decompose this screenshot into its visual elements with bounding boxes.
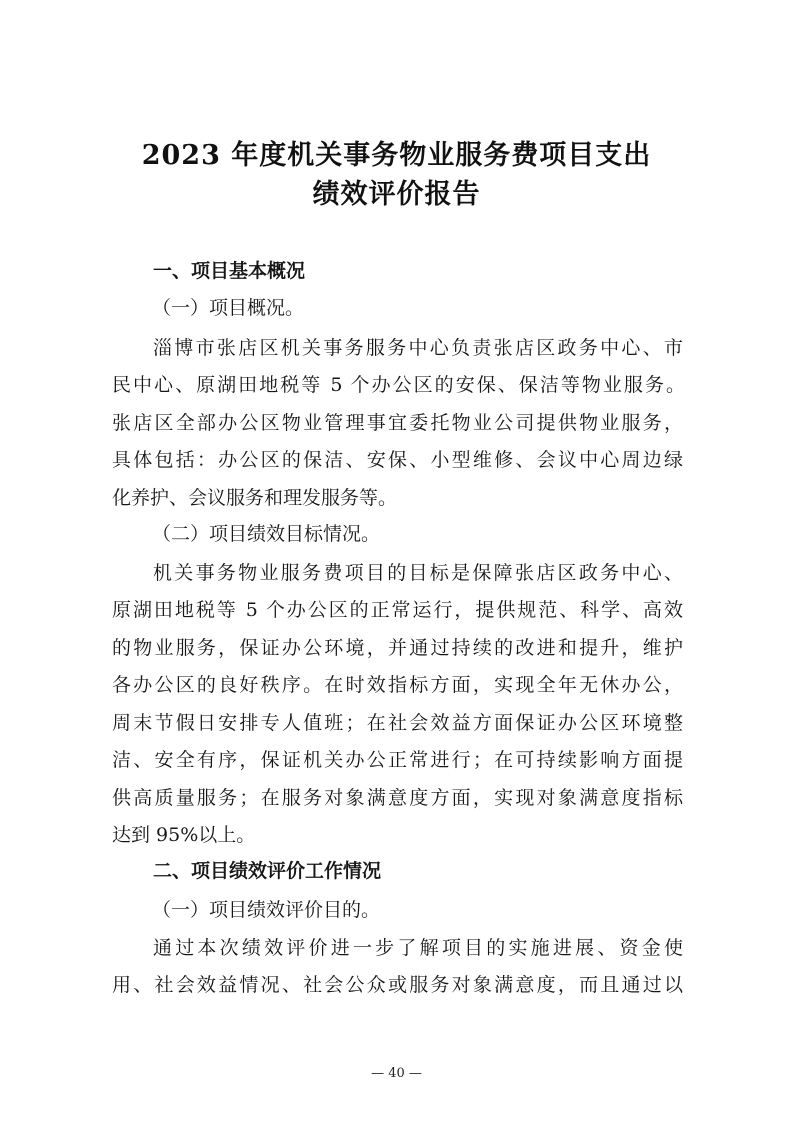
section-heading-2: 二、项目绩效评价工作情况 <box>153 860 382 882</box>
paragraph-line: 淄博市张店区机关事务服务中心负责张店区政务中心、市 <box>153 337 683 359</box>
paragraph-line: 机关事务物业服务费项目的目标是保障张店区政务中心、 <box>153 562 683 584</box>
paragraph-line: 原湖田地税等 5 个办公区的正常运行，提供规范、科学、高效 <box>112 599 683 621</box>
paragraph-line: 具体包括：办公区的保洁、安保、小型维修、会议中心周边绿 <box>112 449 683 471</box>
subsection-heading-2-1: （一）项目绩效评价目的。 <box>152 899 381 921</box>
subsection-heading-1-1: （一）项目概况。 <box>152 297 305 319</box>
paragraph-line: 用、社会效益情况、社会公众或服务对象满意度，而且通过以 <box>112 974 683 996</box>
document-title-line-2: 绩效评价报告 <box>312 179 481 210</box>
paragraph-line: 张店区全部办公区物业管理事宜委托物业公司提供物业服务， <box>112 412 683 434</box>
subsection-heading-1-2: （二）项目绩效目标情况。 <box>152 523 381 545</box>
paragraph-line: 周末节假日安排专人值班；在社会效益方面保证办公区环境整 <box>112 712 683 734</box>
paragraph-line: 洁、安全有序，保证机关办公正常进行；在可持续影响方面提 <box>112 749 683 771</box>
page-number: — 40 — <box>371 1066 422 1081</box>
paragraph-line: 各办公区的良好秩序。在时效指标方面，实现全年无休办公， <box>112 674 683 696</box>
paragraph-line: 供高质量服务；在服务对象满意度方面，实现对象满意度指标 <box>112 787 683 809</box>
section-heading-1: 一、项目基本概况 <box>153 260 306 282</box>
paragraph-line: 的物业服务，保证办公环境，并通过持续的改进和提升，维护 <box>112 637 683 659</box>
document-title-line-1: 2023 年度机关事务物业服务费项目支出 <box>141 140 652 171</box>
paragraph-line: 民中心、原湖田地税等 5 个办公区的安保、保洁等物业服务。 <box>112 374 685 396</box>
paragraph-line: 化养护、会议服务和理发服务等。 <box>112 487 398 509</box>
paragraph-line: 通过本次绩效评价进一步了解项目的实施进展、资金使 <box>153 937 683 959</box>
paragraph-line: 达到 95%以上。 <box>112 824 256 846</box>
